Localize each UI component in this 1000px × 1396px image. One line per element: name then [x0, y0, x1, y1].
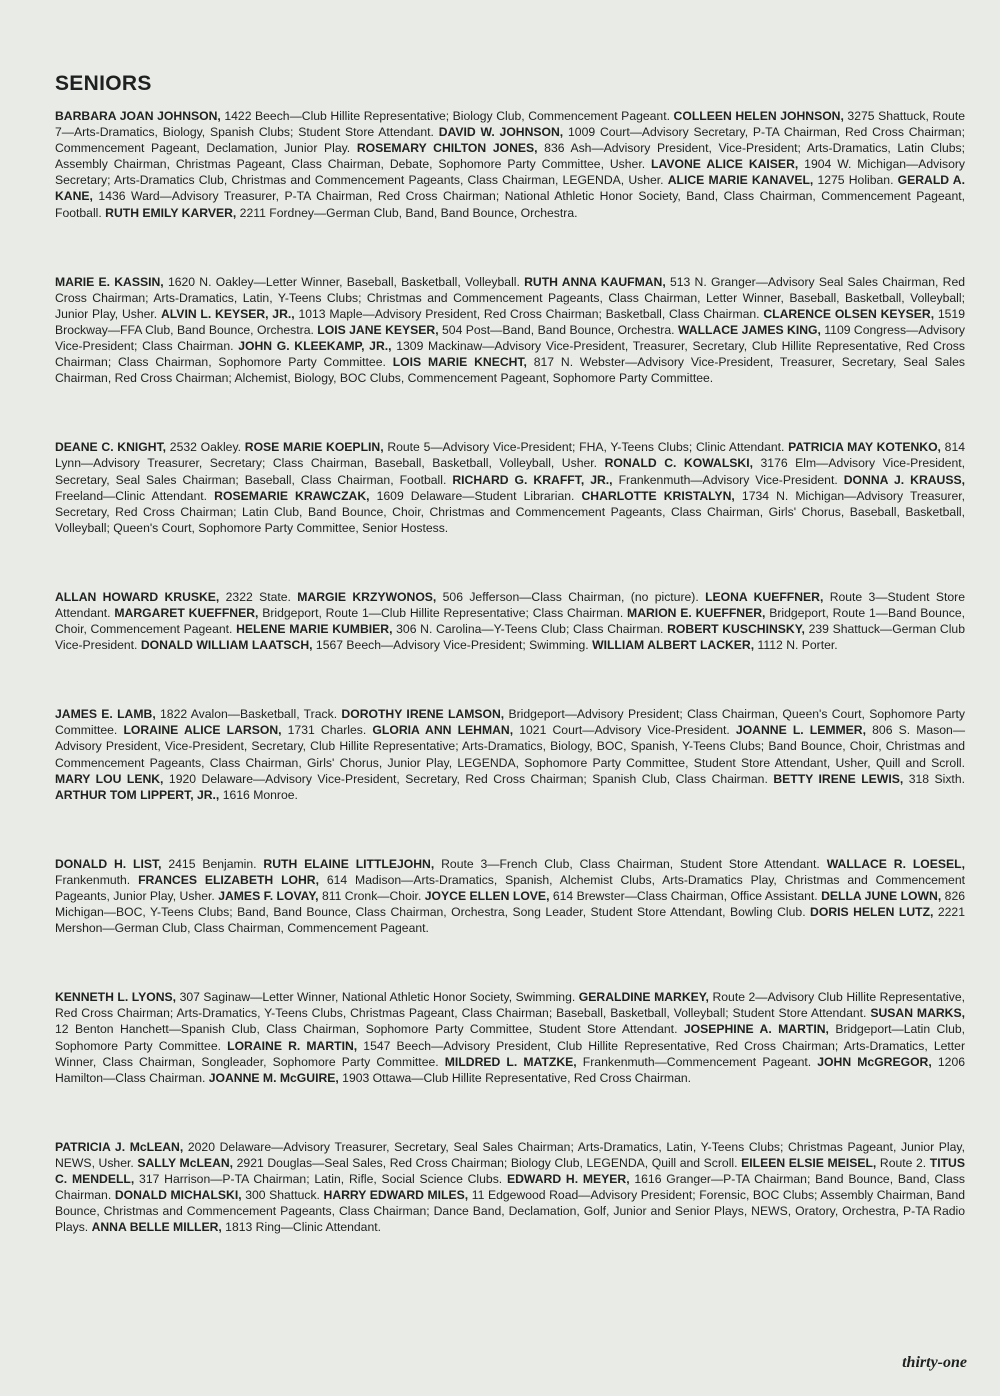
senior-details: Frankenmuth—Advisory Vice-President. — [612, 472, 844, 487]
senior-name: HARRY EDWARD MILES, — [323, 1188, 469, 1203]
senior-name: RUTH EMILY KARVER, — [105, 205, 237, 220]
senior-details: 1112 N. Porter. — [754, 638, 838, 653]
senior-details: 2020 Delaware—Advisory Treasurer, Secretary, Seal Sales Chairman; Arts-Dramatics, Latin, Y-Teens Clubs; Christmas Pageant, Junior Play, NEWS, Usher. — [55, 1139, 965, 1170]
senior-name: DELLA JUNE LOWN, — [821, 889, 942, 903]
senior-name: TITUS C. MENDELL, — [55, 1155, 965, 1187]
senior-name: ALICE MARIE KANAVEL, — [667, 173, 814, 188]
senior-details: Route 2. — [876, 1155, 930, 1170]
senior-name: LOIS MARIE KNECHT, — [392, 355, 527, 370]
senior-name: ALVIN L. KEYSER, JR., — [160, 306, 295, 321]
senior-details: 317 Harrison—P-TA Chairman; Latin, Rifle, Social Science Clubs. — [134, 1172, 507, 1187]
senior-paragraph — [55, 1139, 965, 1236]
senior-name: DAVID W. JOHNSON, — [438, 125, 564, 140]
senior-name: MARGARET KUEFFNER, — [114, 605, 259, 620]
senior-details: 1009 Court—Advisory Secretary, P-TA Chairman, Red Cross Chairman; Commencement Pageant, Declamation, Junior Play. — [55, 125, 965, 156]
senior-details: 11 Edgewood Road—Advisory President; Forensic, BOC Clubs; Assembly Chairman, Band Bounce, Christmas and Commencement Pageants, Class Chairman; Dance Band, Declamation, Golf, Junior and Senior Plays, NEWS, Oratory, Orchestra, P-TA Radio Plays. — [55, 1188, 966, 1235]
senior-details: Bridgeport—Latin Club, Sophomore Party Committee. — [55, 1022, 966, 1053]
senior-name: EDWARD H. MEYER, — [506, 1172, 630, 1187]
senior-details: 614 Madison—Arts-Dramatics, Spanish, Alchemist Clubs, Arts-Dramatics Play, Christmas and Commencement Pageants, Junior Play, Usher. — [55, 872, 965, 903]
senior-name: JOANNE L. LEMMER, — [735, 723, 866, 738]
senior-paragraph — [55, 589, 965, 653]
senior-name: DOROTHY IRENE LAMSON, — [341, 707, 505, 722]
senior-details: 12 Benton Hanchett—Spanish Club, Class Chairman, Sophomore Party Committee, Student Store Attendant. — [55, 1022, 684, 1037]
senior-name: MILDRED L. MATZKE, — [444, 1054, 577, 1069]
senior-name: DONNA J. KRAUSS, — [843, 472, 965, 487]
senior-name: LOIS JANE KEYSER, — [317, 322, 439, 337]
senior-details: 307 Saginaw—Letter Winner, National Athletic Honor Society, Swimming. — [176, 990, 579, 1005]
senior-details: 1021 Court—Advisory Vice-President. — [513, 723, 736, 738]
senior-name: LORAINE ALICE LARSON, — [123, 723, 282, 738]
senior-details: 1206 Hamilton—Class Chairman. — [55, 1054, 965, 1085]
senior-details: 2322 State. — [219, 589, 298, 604]
senior-details: 826 Michigan—BOC, Y-Teens Clubs; Band, Band Bounce, Class Chairman, Orchestra, Song Leader, Student Store Attendant, Bowling Club. — [55, 889, 965, 920]
senior-name: MARY LOU LENK, — [55, 771, 164, 786]
senior-details: 1422 Beech—Club Hillite Representative; Biology Club, Commencement Pageant. — [220, 109, 674, 123]
senior-details: 1822 Avalon—Basketball, Track. — [155, 707, 342, 722]
senior-details: 1920 Delaware—Advisory Vice-President, Secretary, Red Cross Chairman; Spanish Club, Class Chairman. — [163, 771, 774, 786]
senior-name: MARIE E. KASSIN, — [55, 274, 164, 289]
senior-name: LORAINE R. MARTIN, — [227, 1038, 358, 1053]
senior-name: JAMES F. LOVAY, — [218, 889, 319, 903]
senior-name: DONALD MICHALSKI, — [114, 1188, 242, 1203]
senior-name: JOYCE ELLEN LOVE, — [424, 889, 550, 903]
senior-name: HELENE MARIE KUMBIER, — [236, 622, 393, 637]
senior-name: MARION E. KUEFFNER, — [627, 605, 766, 620]
senior-name: DONALD H. LIST, — [55, 856, 162, 871]
senior-name: MARGIE KRZYWONOS, — [297, 589, 437, 604]
senior-name: BETTY IRENE LEWIS, — [773, 771, 904, 786]
senior-paragraph — [55, 706, 965, 803]
senior-name: EILEEN ELSIE MEISEL, — [741, 1155, 877, 1170]
senior-details: Route 3—French Club, Class Chairman, Student Store Attendant. — [434, 856, 827, 871]
senior-details: 1275 Holiban. — [813, 173, 898, 188]
senior-name: SUSAN MARKS, — [870, 1006, 965, 1021]
senior-details: Route 3—Student Store Attendant. — [55, 589, 965, 620]
senior-details: 2921 Douglas—Seal Sales, Red Cross Chairman; Biology Club, LEGENDA, Quill and Scroll. — [233, 1155, 742, 1170]
senior-name: JOHN G. KLEEKAMP, JR., — [238, 339, 392, 354]
senior-details: Bridgeport—Advisory President; Class Chairman, Queen's Court, Sophomore Party Committee. — [55, 707, 965, 738]
senior-name: ROBERT KUSCHINSKY, — [667, 622, 805, 637]
senior-details: 1904 W. Michigan—Advisory Secretary; Arts-Dramatics Club, Christmas and Commencement Pageants, Class Chairman, LEGENDA, Usher. — [55, 157, 966, 188]
senior-details: Route 5—Advisory Vice-President; FHA, Y-Teens Clubs; Clinic Attendant. — [383, 440, 789, 455]
senior-details: 1731 Charles. — [281, 723, 373, 738]
senior-details: 2221 Mershon—German Club, Class Chairman, Commencement Pageant. — [55, 905, 965, 936]
senior-name: BARBARA JOAN JOHNSON, — [55, 109, 221, 123]
senior-name: CHARLOTTE KRISTALYN, — [581, 488, 735, 503]
senior-name: ROSE MARIE KOEPLIN, — [244, 440, 384, 455]
senior-details: 300 Shattuck. — [241, 1188, 324, 1203]
senior-name: RICHARD G. KRAFFT, JR., — [452, 472, 613, 487]
senior-name: KENNETH L. LYONS, — [55, 990, 177, 1005]
senior-name: COLLEEN HELEN JOHNSON, — [673, 109, 844, 123]
senior-name: JOSEPHINE A. MARTIN, — [683, 1022, 829, 1037]
senior-name: JAMES E. LAMB, — [55, 707, 156, 722]
page-heading: SENIORS — [55, 72, 152, 95]
senior-details: 1567 Beech—Advisory Vice-President; Swimming. — [312, 638, 593, 653]
senior-details: 811 Cronk—Choir. — [318, 889, 425, 903]
senior-details: 1616 Granger—P-TA Chairman; Band Bounce, Band, Class Chairman. — [55, 1172, 965, 1203]
senior-details: Bridgeport, Route 1—Club Hillite Representative; Class Chairman. — [258, 605, 628, 620]
senior-details: 306 N. Carolina—Y-Teens Club; Class Chairman. — [392, 622, 668, 637]
senior-name: WALLACE JAMES KING, — [677, 322, 821, 337]
senior-details: Freeland—Clinic Attendant. — [55, 488, 215, 503]
senior-paragraph — [55, 989, 965, 1086]
senior-details: Frankenmuth—Commencement Pageant. — [576, 1054, 818, 1069]
senior-details: 1620 N. Oakley—Letter Winner, Baseball, Basketball, Volleyball. — [163, 274, 525, 289]
senior-name: ALLAN HOWARD KRUSKE, — [55, 589, 220, 604]
senior-details: 3176 Elm—Advisory Vice-President, Secretary, Seal Sales Chairman; Baseball, Class Chairman, Football. — [55, 456, 966, 487]
senior-details: 1436 Ward—Advisory Treasurer, P-TA Chairman, Red Cross Chairman; National Athletic Honor Society, Band, Class Chairman, Commencement Pageant, Football. — [55, 189, 965, 220]
senior-details: Bridgeport, Route 1—Band Bounce, Choir, Commencement Pageant. — [55, 605, 965, 637]
senior-name: ARTHUR TOM LIPPERT, JR., — [55, 787, 220, 802]
senior-details: 814 Lynn—Advisory Treasurer, Secretary; Class Chairman, Baseball, Basketball, Volleyball, Usher. — [55, 440, 965, 471]
senior-name: WALLACE R. LOESEL, — [826, 856, 966, 871]
senior-name: RUTH ELAINE LITTLEJOHN, — [263, 856, 435, 871]
senior-name: GERALD A. KANE, — [55, 173, 965, 204]
senior-name: ROSEMARIE KRAWCZAK, — [214, 488, 370, 503]
senior-details: 504 Post—Band, Band Bounce, Orchestra. — [438, 322, 678, 337]
senior-details: 2211 Fordney—German Club, Band, Band Bounce, Orchestra. — [236, 205, 578, 220]
senior-paragraph — [55, 108, 965, 221]
senior-details: 3275 Shattuck, Route 7—Arts-Dramatics, Biology, Spanish Clubs; Student Store Attendant. — [55, 109, 965, 140]
senior-details: 1734 N. Michigan—Advisory Treasurer, Secretary, Red Cross Chairman; Latin Club, Band Bounce, Choir, Christmas and Commencement Pageants, Class Chairman, Girls' Chorus, Baseball, Basketball, Volleyball; Queen's Court, Sophomore Party Committee, Senior Hostess. — [55, 488, 966, 535]
senior-name: DORIS HELEN LUTZ, — [810, 905, 934, 920]
senior-details: 817 N. Webster—Advisory Vice-President, Treasurer, Secretary, Seal Sales Chairman, Red Cross Chairman; Alchemist, Biology, BOC Clubs, Commencement Pageant, Sophomore Party Committee. — [55, 355, 965, 386]
senior-details: 614 Brewster—Class Chairman, Office Assistant. — [549, 889, 822, 903]
senior-details: 836 Ash—Advisory President, Vice-President; Arts-Dramatics, Latin Clubs; Assembly Chairman, Christmas Pageant, Class Chairman, Debate, Sophomore Party Committee, Usher. — [55, 141, 966, 172]
senior-details: 1109 Congress—Advisory Vice-President; Class Chairman. — [55, 322, 965, 354]
senior-name: SALLY McLEAN, — [137, 1155, 234, 1170]
senior-name: JOHN McGREGOR, — [817, 1054, 932, 1069]
senior-details: 506 Jefferson—Class Chairman, (no picture). — [436, 589, 706, 604]
senior-details: 2415 Benjamin. — [161, 856, 264, 871]
senior-name: RUTH ANNA KAUFMAN, — [524, 274, 666, 289]
senior-name: LAVONE ALICE KAISER, — [651, 157, 799, 172]
senior-name: PATRICIA J. McLEAN, — [55, 1139, 184, 1154]
senior-entries — [55, 108, 965, 1288]
senior-name: LEONA KUEFFNER, — [705, 589, 824, 604]
senior-name: JOANNE M. McGUIRE, — [208, 1070, 339, 1085]
senior-details: Frankenmuth. — [55, 872, 139, 887]
senior-paragraph — [55, 274, 965, 387]
senior-details: 1813 Ring—Clinic Attendant. — [221, 1220, 382, 1235]
senior-name: ANNA BELLE MILLER, — [91, 1220, 222, 1235]
senior-details: 1616 Monroe. — [219, 787, 298, 802]
senior-name: PATRICIA MAY KOTENKO, — [788, 440, 941, 455]
senior-details: 1519 Brockway—FFA Club, Band Bounce, Orchestra. — [55, 306, 965, 337]
senior-details: 1609 Delaware—Student Librarian. — [369, 488, 582, 503]
senior-details: Route 2—Advisory Club Hillite Representative, Red Cross Chairman; Arts-Dramatics, Y-Teens Clubs, Christmas Pageant, Class Chairman; Baseball, Basketball, Volleyball; Student Store Attendant. — [55, 990, 966, 1021]
senior-details: 239 Shattuck—German Club Vice-President. — [55, 622, 965, 653]
senior-name: GLORIA ANN LEHMAN, — [372, 723, 514, 738]
senior-name: DONALD WILLIAM LAATSCH, — [140, 638, 313, 653]
senior-name: RONALD C. KOWALSKI, — [604, 456, 753, 471]
senior-name: DEANE C. KNIGHT, — [55, 440, 167, 455]
senior-details: 1013 Maple—Advisory President, Red Cross Chairman; Basketball, Class Chairman. — [294, 306, 764, 321]
senior-name: GERALDINE MARKEY, — [578, 990, 709, 1005]
senior-name: CLARENCE OLSEN KEYSER, — [763, 306, 935, 321]
senior-paragraph — [55, 856, 965, 936]
senior-details: 318 Sixth. — [903, 771, 965, 786]
senior-details: 513 N. Granger—Advisory Seal Sales Chairman, Red Cross Chairman; Arts-Dramatics, Latin, Y-Teens Clubs; Christmas and Commencement Pageants, Class Chairman, Letter Winner, Baseball, Basketball, Volleyball; Junior Play, Usher. — [55, 274, 966, 321]
senior-name: FRANCES ELIZABETH LOHR, — [138, 872, 319, 887]
page-number: thirty-one — [902, 1354, 967, 1371]
senior-name: ROSEMARY CHILTON JONES, — [356, 141, 538, 156]
senior-name: WILLIAM ALBERT LACKER, — [592, 638, 755, 653]
senior-details: 2532 Oakley. — [166, 440, 245, 455]
senior-details: 1309 Mackinaw—Advisory Vice-President, Treasurer, Secretary, Club Hillite Representative, Red Cross Chairman; Class Chairman, Sophomore Party Committee. — [55, 339, 965, 370]
senior-details: 1903 Ottawa—Club Hillite Representative, Red Cross Chairman. — [338, 1070, 692, 1085]
senior-details: 1547 Beech—Advisory President, Club Hillite Representative, Red Cross Chairman; Arts-Dramatics, Letter Winner, Class Chairman, Songleader, Sophomore Party Committee. — [55, 1038, 966, 1069]
senior-details: 806 S. Mason—Advisory President, Vice-President, Secretary, Club Hillite Representative; Arts-Dramatics, Biology, BOC, Spanish, Y-Teens Clubs; Band Bounce, Choir, Christmas and Commencement Pageants, Class Chairman, Girls' Chorus, Junior Play, LEGENDA, Sophomore Party Committee, Student Store Attendant, Usher, Quill and Scroll. — [55, 723, 966, 770]
senior-paragraph — [55, 439, 965, 536]
